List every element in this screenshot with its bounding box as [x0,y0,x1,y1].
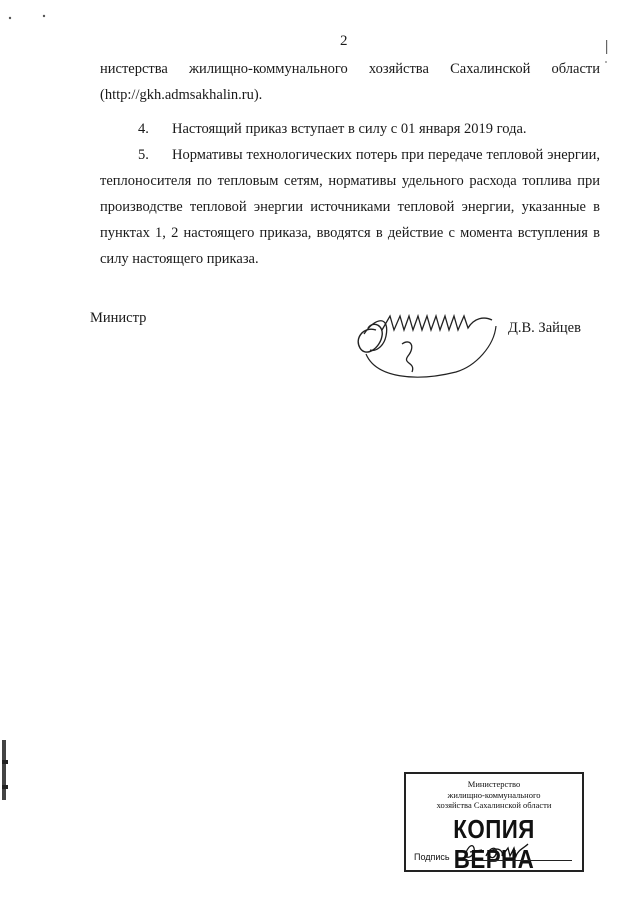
copy-certified-stamp [404,772,584,872]
stamp-signature-label: Подпись [414,852,450,862]
item-4 [100,116,600,142]
item-4-number: 4. [138,121,149,137]
paragraph-continuation-line2: (http://gkh.admsakhalin.ru). [100,87,263,103]
paragraph-continuation-line1: нистерства жилищно-коммунального хозяйства Сахалинской области [100,61,600,77]
item-5-text: Нормативы технологических потерь при передаче тепловой энергии, теплоносителя по тепловым сетям, нормативы удельного расхода топлива при производстве тепловой энергии источниками тепловой энергии, указанные в пунктах 1, 2 настоящего приказа, вводятся в действие с момента вступления в силу настоящего приказа. [100,147,600,267]
signatory-name: Д.В. Зайцев [508,320,581,336]
item-4-text: Настоящий приказ вступает в силу с 01 января 2019 года. [172,121,527,137]
handwritten-signature [346,286,506,382]
item-5-number: 5. [138,147,149,163]
stamp-org-line3: хозяйства Сахалинской области [436,800,552,810]
signatory-title: Министр [90,310,147,326]
stamp-organization [406,779,582,811]
stamp-signature-row [414,842,574,864]
stamp-org-line2: жилищно-коммунального [447,789,541,800]
stamp-main-text: КОПИЯ ВЕРНА [453,813,535,874]
document-body [100,56,600,272]
item-5 [100,142,600,272]
page-number: 2 [340,33,348,49]
paragraph-continuation [100,56,600,108]
stamp-org-line1: Министерство [467,779,521,789]
stamp-handwritten-signature [456,840,546,864]
